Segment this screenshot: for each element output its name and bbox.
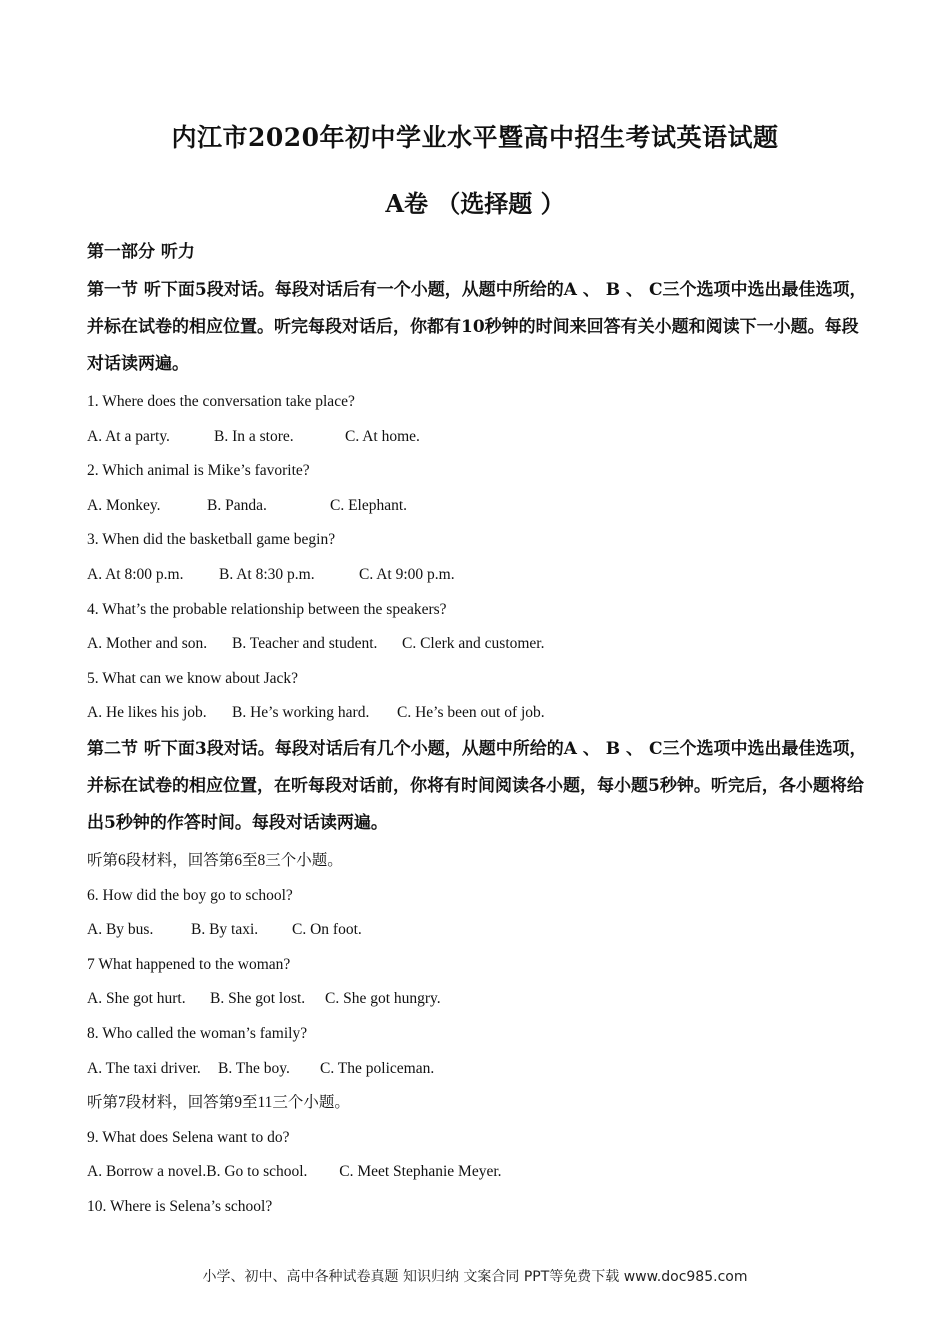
section1-questions bbox=[87, 385, 867, 731]
question-1-options bbox=[87, 420, 867, 455]
question-6: 6. How did the boy go to school? bbox=[87, 886, 293, 904]
question-3-options bbox=[87, 558, 867, 593]
option-a: A. At 8:00 p.m. bbox=[87, 565, 184, 583]
question-9-options bbox=[87, 1155, 867, 1190]
exam-content bbox=[87, 238, 867, 1224]
page-footer: 小学、初中、高中各种试卷真题 知识归纳 文案合同 PPT等免费下载 www.doc985.com bbox=[202, 1269, 748, 1285]
question-5: 5. What can we know about Jack? bbox=[87, 669, 299, 687]
option-b: B. Go to school. bbox=[206, 1163, 308, 1181]
option-b: B. In a store. bbox=[214, 427, 294, 445]
option-c: C. At home. bbox=[345, 427, 420, 445]
question-10: 10. Where is Selena’s school? bbox=[87, 1197, 273, 1215]
option-a: A. The taxi driver. bbox=[87, 1059, 201, 1077]
option-c: C. Clerk and customer. bbox=[402, 635, 545, 653]
option-a: A. He likes his job. bbox=[87, 704, 207, 722]
question-2: 2. Which animal is Mike’s favorite? bbox=[87, 462, 310, 480]
option-c: C. At 9:00 p.m. bbox=[359, 565, 455, 583]
option-a: A. Monkey. bbox=[87, 496, 161, 514]
option-b: B. At 8:30 p.m. bbox=[219, 565, 315, 583]
question-2-options bbox=[87, 489, 867, 524]
question-4-options bbox=[87, 627, 867, 662]
option-a: A. Borrow a novel. bbox=[87, 1163, 207, 1181]
question-9: 9. What does Selena want to do? bbox=[87, 1128, 290, 1146]
option-a: A. She got hurt. bbox=[87, 990, 186, 1008]
question-7-options bbox=[87, 982, 867, 1017]
part-heading: 第一部分 听力 bbox=[87, 242, 195, 262]
question-5-options bbox=[87, 696, 867, 731]
question-3: 3. When did the basketball game begin? bbox=[87, 531, 336, 549]
option-b: B. Panda. bbox=[207, 496, 267, 514]
option-b: B. She got lost. bbox=[210, 990, 306, 1008]
exam-subtitle: A卷 （选择题 ） bbox=[385, 189, 565, 218]
exam-title: 内江市2020年初中学业水平暨高中招生考试英语试题 bbox=[171, 123, 779, 152]
question-8: 8. Who called the woman’s family? bbox=[87, 1024, 308, 1042]
section2-instruction: 第二节 听下面3段对话。每段对话后有几个小题，从题中所给的A 、 B 、 C三个选项中选出最佳选项，并标在试卷的相应位置，在听每段对话前，你将有时间阅读各小题，每小题5秒钟。听完后，各小题将给出5秒钟的作答时间。每段对话读两遍。 bbox=[87, 738, 867, 833]
section1-instruction: 第一节 听下面5段对话。每段对话后有一个小题，从题中所给的A 、 B 、 C三个选项中选出最佳选项，并标在试卷的相应位置。听完每段对话后，你都有10秒钟的时间来回答有关小题和阅读下一小题。每段对话读两遍。 bbox=[87, 280, 867, 374]
option-c: C. Meet Stephanie Meyer. bbox=[339, 1163, 502, 1181]
option-b: B. Teacher and student. bbox=[232, 635, 378, 653]
option-c: C. On foot. bbox=[292, 921, 362, 939]
option-c: C. The policeman. bbox=[320, 1059, 435, 1077]
option-b: B. He’s working hard. bbox=[232, 704, 370, 722]
section2-questions bbox=[87, 844, 867, 1225]
option-c: C. She got hungry. bbox=[325, 990, 441, 1008]
option-b: B. By taxi. bbox=[191, 921, 259, 939]
question-8-options bbox=[87, 1052, 867, 1087]
question-4: 4. What’s the probable relationship between the speakers? bbox=[87, 600, 447, 618]
material-note-6: 听第6段材料，回答第6至8三个小题。 bbox=[87, 851, 343, 869]
question-7: 7 What happened to the woman? bbox=[87, 955, 291, 973]
option-c: C. Elephant. bbox=[330, 496, 408, 514]
option-b: B. The boy. bbox=[218, 1059, 290, 1077]
question-6-options bbox=[87, 913, 867, 948]
material-note-7: 听第7段材料，回答第9至11三个小题。 bbox=[87, 1094, 350, 1112]
option-a: A. At a party. bbox=[87, 427, 170, 445]
option-c: C. He’s been out of job. bbox=[397, 704, 545, 722]
option-a: A. Mother and son. bbox=[87, 635, 208, 653]
question-1: 1. Where does the conversation take place? bbox=[87, 393, 355, 410]
option-a: A. By bus. bbox=[87, 921, 154, 939]
